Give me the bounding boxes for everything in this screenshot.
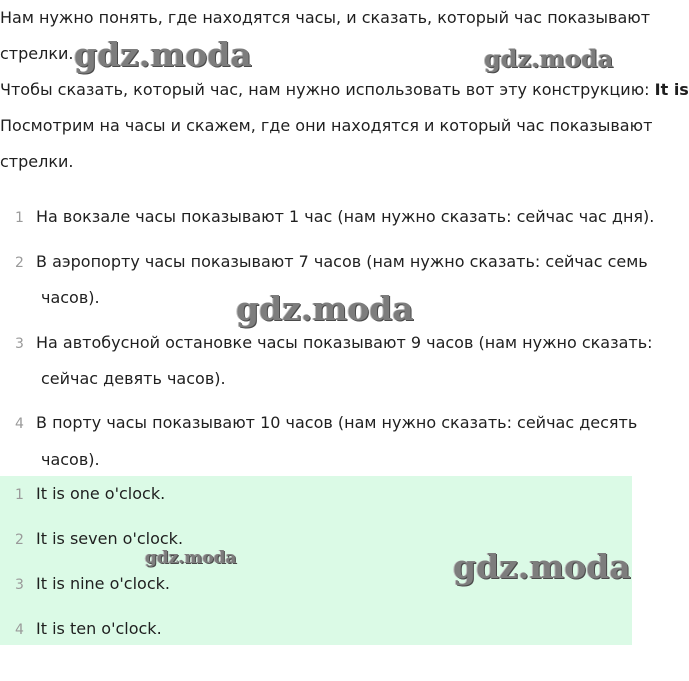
answer-number: 2	[15, 532, 24, 548]
question-text-cont: часов).	[41, 450, 100, 469]
answer-text: It is one o'clock.	[36, 484, 166, 503]
question-text: На вокзале часы показывают 1 час (нам нужно сказать: сейчас час дня).	[36, 207, 655, 226]
watermark: gdz.moda	[453, 547, 631, 586]
intro-line-3-text: Чтобы сказать, который час, нам нужно использовать вот эту конструкцию:	[0, 80, 655, 99]
question-text: На автобусной остановке часы показывают 9 часов (нам нужно сказать:	[36, 333, 653, 352]
question-text-cont: сейчас девять часов).	[41, 369, 226, 388]
intro-line-2: стрелки.	[0, 44, 74, 63]
watermark: gdz.moda	[145, 548, 237, 568]
question-number: 4	[15, 416, 24, 432]
answer-number: 4	[15, 622, 24, 638]
question-text-cont: часов).	[41, 288, 100, 307]
intro-line-4: Посмотрим на часы и скажем, где они находятся и который час показывают	[0, 116, 653, 135]
intro-line-1: Нам нужно понять, где находятся часы, и сказать, который час показывают	[0, 8, 651, 27]
question-number: 1	[15, 210, 24, 226]
answer-text: It is nine o'clock.	[36, 574, 170, 593]
watermark: gdz.moda	[74, 35, 252, 74]
watermark: gdz.moda	[484, 44, 614, 73]
question-number: 2	[15, 255, 24, 271]
question-text: В порту часы показывают 10 часов (нам нужно сказать: сейчас десять	[36, 413, 638, 432]
watermark: gdz.moda	[236, 289, 414, 328]
intro-construction: It is	[654, 80, 689, 99]
question-number: 3	[15, 336, 24, 352]
intro-line-5: стрелки.	[0, 152, 74, 171]
answer-text: It is seven o'clock.	[36, 529, 184, 548]
intro-line-3	[0, 80, 689, 100]
question-text: В аэропорту часы показывают 7 часов (нам нужно сказать: сейчас семь	[36, 252, 648, 271]
answer-text: It is ten o'clock.	[36, 619, 162, 638]
answer-number: 3	[15, 577, 24, 593]
answer-number: 1	[15, 487, 24, 503]
